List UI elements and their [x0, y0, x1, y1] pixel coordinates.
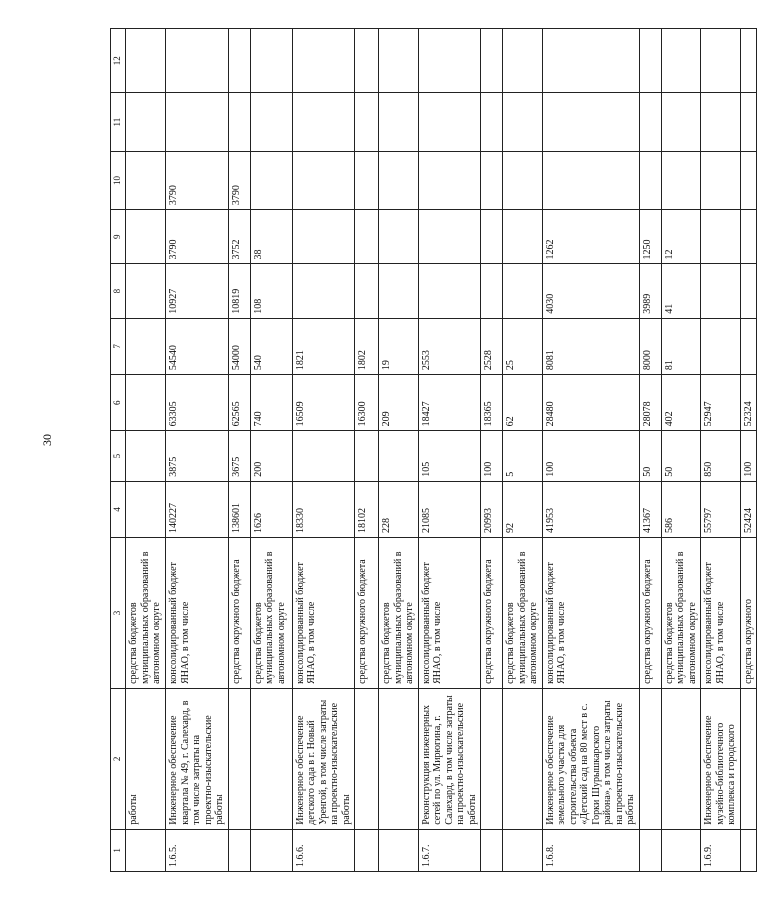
- column-number-cell: 1: [111, 829, 126, 871]
- value-cell: 3790: [166, 151, 229, 209]
- value-cell: [701, 264, 741, 318]
- value-cell: [740, 210, 757, 264]
- value-cell: [542, 93, 639, 151]
- value-cell: [355, 264, 379, 318]
- table-row: [228, 29, 250, 872]
- value-cell: 540: [250, 318, 292, 374]
- table-row: [250, 29, 292, 872]
- budget-table: [110, 28, 757, 872]
- funding-source-cell: консолидированный бюджет ЯНАО, в том числе: [418, 538, 481, 689]
- value-cell: 3875: [166, 431, 229, 481]
- funding-source-cell: средства окружного бюджета: [481, 538, 503, 689]
- value-cell: [418, 151, 481, 209]
- funding-source-cell: средства бюджетов муниципальных образований в автономном округе: [379, 538, 419, 689]
- funding-source-cell: средства бюджетов муниципальных образований в автономном округе: [250, 538, 292, 689]
- value-cell: 100: [740, 431, 757, 481]
- value-cell: 21085: [418, 481, 481, 537]
- value-cell: [740, 151, 757, 209]
- item-number-cell: [250, 829, 292, 871]
- value-cell: 3675: [228, 431, 250, 481]
- description-cell: [503, 688, 543, 829]
- funding-source-cell: средства бюджетов муниципальных образований в автономном округе: [503, 538, 543, 689]
- value-cell: [661, 29, 701, 93]
- value-cell: [503, 151, 543, 209]
- table-row: [166, 29, 229, 872]
- value-cell: 2528: [481, 318, 503, 374]
- value-cell: [503, 264, 543, 318]
- description-cell: [250, 688, 292, 829]
- value-cell: [355, 151, 379, 209]
- value-cell: 92: [503, 481, 543, 537]
- value-cell: [740, 318, 757, 374]
- item-number-cell: [481, 829, 503, 871]
- value-cell: 3790: [166, 210, 229, 264]
- value-cell: [126, 375, 166, 431]
- value-cell: 10927: [166, 264, 229, 318]
- funding-source-cell: средства бюджетов муниципальных образований в автономном округе: [661, 538, 701, 689]
- table-row: [418, 29, 481, 872]
- value-cell: [379, 93, 419, 151]
- item-number-cell: [228, 829, 250, 871]
- value-cell: 41: [661, 264, 701, 318]
- item-number-cell: 1.6.6.: [292, 829, 355, 871]
- value-cell: 16300: [355, 375, 379, 431]
- table-row: [639, 29, 661, 872]
- item-number-cell: [503, 829, 543, 871]
- value-cell: [250, 151, 292, 209]
- description-cell: Реконструкция инженерных сетей по ул. Мирюгина, г. Салехард, в том числе затраты на проектно-изыскательские работы: [418, 688, 481, 829]
- description-cell: Инженерное обеспечение детского сада в г. Новый Уренгой, в том числе затраты на проектно-изыскательские работы: [292, 688, 355, 829]
- value-cell: [701, 210, 741, 264]
- value-cell: [379, 431, 419, 481]
- value-cell: [542, 29, 639, 93]
- table-row: [740, 29, 757, 872]
- value-cell: 41367: [639, 481, 661, 537]
- column-number-cell: 12: [111, 29, 126, 93]
- column-number-cell: 6: [111, 375, 126, 431]
- value-cell: [292, 210, 355, 264]
- value-cell: [661, 93, 701, 151]
- value-cell: 54000: [228, 318, 250, 374]
- value-cell: [481, 210, 503, 264]
- table-row: [126, 29, 166, 872]
- value-cell: [126, 151, 166, 209]
- table-row: [661, 29, 701, 872]
- value-cell: 1262: [542, 210, 639, 264]
- value-cell: 1626: [250, 481, 292, 537]
- item-number-cell: [126, 829, 166, 871]
- value-cell: [701, 318, 741, 374]
- value-cell: 25: [503, 318, 543, 374]
- value-cell: 100: [481, 431, 503, 481]
- column-number-row: [111, 29, 126, 872]
- item-number-cell: 1.6.9.: [701, 829, 741, 871]
- value-cell: 140227: [166, 481, 229, 537]
- value-cell: 16509: [292, 375, 355, 431]
- value-cell: [503, 29, 543, 93]
- value-cell: [228, 93, 250, 151]
- value-cell: [355, 431, 379, 481]
- value-cell: 108: [250, 264, 292, 318]
- value-cell: [701, 29, 741, 93]
- value-cell: 52324: [740, 375, 757, 431]
- value-cell: 55797: [701, 481, 741, 537]
- value-cell: 28078: [639, 375, 661, 431]
- description-cell: Инженерное обеспечение земельного участка для строительства объекта «Детский сад на 80 мест в с. Горки Шурышкарского района», в том числе затраты на проектно-изыскательские работы: [542, 688, 639, 829]
- value-cell: 63305: [166, 375, 229, 431]
- value-cell: [740, 264, 757, 318]
- description-cell: [228, 688, 250, 829]
- value-cell: [481, 151, 503, 209]
- value-cell: 18102: [355, 481, 379, 537]
- value-cell: [166, 93, 229, 151]
- value-cell: [503, 210, 543, 264]
- value-cell: 20993: [481, 481, 503, 537]
- table-row: [355, 29, 379, 872]
- funding-source-cell: средства окружного бюджета: [355, 538, 379, 689]
- value-cell: [355, 210, 379, 264]
- value-cell: 105: [418, 431, 481, 481]
- value-cell: [126, 264, 166, 318]
- value-cell: [481, 29, 503, 93]
- value-cell: 12: [661, 210, 701, 264]
- description-cell: [355, 688, 379, 829]
- funding-source-cell: средства окружного: [740, 538, 757, 689]
- value-cell: 1821: [292, 318, 355, 374]
- value-cell: 200: [250, 431, 292, 481]
- value-cell: 8081: [542, 318, 639, 374]
- item-number-cell: 1.6.8.: [542, 829, 639, 871]
- page-number: 30: [40, 434, 54, 446]
- description-cell: Инженерное обеспечение квартала № 49, г. Салехард, в том числе затраты на проектно-изыскательские работы: [166, 688, 229, 829]
- item-number-cell: [355, 829, 379, 871]
- value-cell: 62: [503, 375, 543, 431]
- value-cell: [379, 151, 419, 209]
- column-number-cell: 2: [111, 688, 126, 829]
- funding-source-cell: консолидированный бюджет ЯНАО, в том числе: [542, 538, 639, 689]
- table-row: [292, 29, 355, 872]
- value-cell: [166, 29, 229, 93]
- value-cell: [542, 151, 639, 209]
- table-row: [481, 29, 503, 872]
- value-cell: 740: [250, 375, 292, 431]
- value-cell: [379, 210, 419, 264]
- value-cell: [126, 93, 166, 151]
- value-cell: 10819: [228, 264, 250, 318]
- value-cell: 38: [250, 210, 292, 264]
- column-number-cell: 10: [111, 151, 126, 209]
- value-cell: 18330: [292, 481, 355, 537]
- value-cell: 62565: [228, 375, 250, 431]
- value-cell: [250, 29, 292, 93]
- value-cell: 52947: [701, 375, 741, 431]
- value-cell: 228: [379, 481, 419, 537]
- value-cell: 1250: [639, 210, 661, 264]
- value-cell: 209: [379, 375, 419, 431]
- value-cell: 402: [661, 375, 701, 431]
- description-cell: [481, 688, 503, 829]
- value-cell: [418, 210, 481, 264]
- value-cell: [292, 151, 355, 209]
- value-cell: [481, 264, 503, 318]
- table-row: [542, 29, 639, 872]
- value-cell: 3989: [639, 264, 661, 318]
- value-cell: 138601: [228, 481, 250, 537]
- item-number-cell: [740, 829, 757, 871]
- value-cell: [292, 93, 355, 151]
- value-cell: 3752: [228, 210, 250, 264]
- value-cell: [639, 151, 661, 209]
- value-cell: [740, 93, 757, 151]
- value-cell: [481, 93, 503, 151]
- column-number-cell: 3: [111, 538, 126, 689]
- value-cell: 18365: [481, 375, 503, 431]
- item-number-cell: 1.6.5.: [166, 829, 229, 871]
- column-number-cell: 5: [111, 431, 126, 481]
- value-cell: [292, 29, 355, 93]
- value-cell: [379, 29, 419, 93]
- value-cell: 54540: [166, 318, 229, 374]
- value-cell: [418, 93, 481, 151]
- value-cell: [639, 93, 661, 151]
- value-cell: 3790: [228, 151, 250, 209]
- value-cell: 586: [661, 481, 701, 537]
- value-cell: [126, 431, 166, 481]
- value-cell: 19: [379, 318, 419, 374]
- value-cell: [292, 431, 355, 481]
- column-number-cell: 8: [111, 264, 126, 318]
- description-cell: Инженерное обеспечение музейно-библиотечного комплекса и городского: [701, 688, 741, 829]
- value-cell: 5: [503, 431, 543, 481]
- rotated-table-container: [110, 28, 754, 872]
- value-cell: [503, 93, 543, 151]
- column-number-cell: 11: [111, 93, 126, 151]
- value-cell: [740, 29, 757, 93]
- value-cell: 41953: [542, 481, 639, 537]
- value-cell: [250, 93, 292, 151]
- value-cell: [661, 151, 701, 209]
- value-cell: [126, 481, 166, 537]
- value-cell: 50: [639, 431, 661, 481]
- value-cell: [126, 29, 166, 93]
- value-cell: 8000: [639, 318, 661, 374]
- value-cell: 18427: [418, 375, 481, 431]
- column-number-cell: 9: [111, 210, 126, 264]
- funding-source-cell: средства окружного бюджета: [228, 538, 250, 689]
- value-cell: 100: [542, 431, 639, 481]
- value-cell: [701, 151, 741, 209]
- value-cell: [418, 264, 481, 318]
- item-number-cell: [639, 829, 661, 871]
- value-cell: 1802: [355, 318, 379, 374]
- funding-source-cell: консолидированный бюджет ЯНАО, в том числе: [701, 538, 741, 689]
- value-cell: 850: [701, 431, 741, 481]
- table-row: [701, 29, 741, 872]
- description-cell: [661, 688, 701, 829]
- value-cell: 81: [661, 318, 701, 374]
- value-cell: [126, 318, 166, 374]
- value-cell: [355, 93, 379, 151]
- description-cell: [379, 688, 419, 829]
- value-cell: 52424: [740, 481, 757, 537]
- item-number-cell: 1.6.7.: [418, 829, 481, 871]
- description-cell: [740, 688, 757, 829]
- item-number-cell: [661, 829, 701, 871]
- column-number-cell: 4: [111, 481, 126, 537]
- funding-source-cell: консолидированный бюджет ЯНАО, в том числе: [166, 538, 229, 689]
- value-cell: [639, 29, 661, 93]
- item-number-cell: [379, 829, 419, 871]
- value-cell: 2553: [418, 318, 481, 374]
- value-cell: [292, 264, 355, 318]
- description-cell: [639, 688, 661, 829]
- value-cell: 28480: [542, 375, 639, 431]
- table-row: [379, 29, 419, 872]
- value-cell: [379, 264, 419, 318]
- value-cell: [228, 29, 250, 93]
- description-cell: работы: [126, 688, 166, 829]
- table-row: [503, 29, 543, 872]
- funding-source-cell: средства бюджетов муниципальных образований в автономном округе: [126, 538, 166, 689]
- column-number-cell: 7: [111, 318, 126, 374]
- value-cell: 4030: [542, 264, 639, 318]
- value-cell: [355, 29, 379, 93]
- funding-source-cell: средства окружного бюджета: [639, 538, 661, 689]
- value-cell: [701, 93, 741, 151]
- value-cell: 50: [661, 431, 701, 481]
- value-cell: [126, 210, 166, 264]
- funding-source-cell: консолидированный бюджет ЯНАО, в том числе: [292, 538, 355, 689]
- value-cell: [418, 29, 481, 93]
